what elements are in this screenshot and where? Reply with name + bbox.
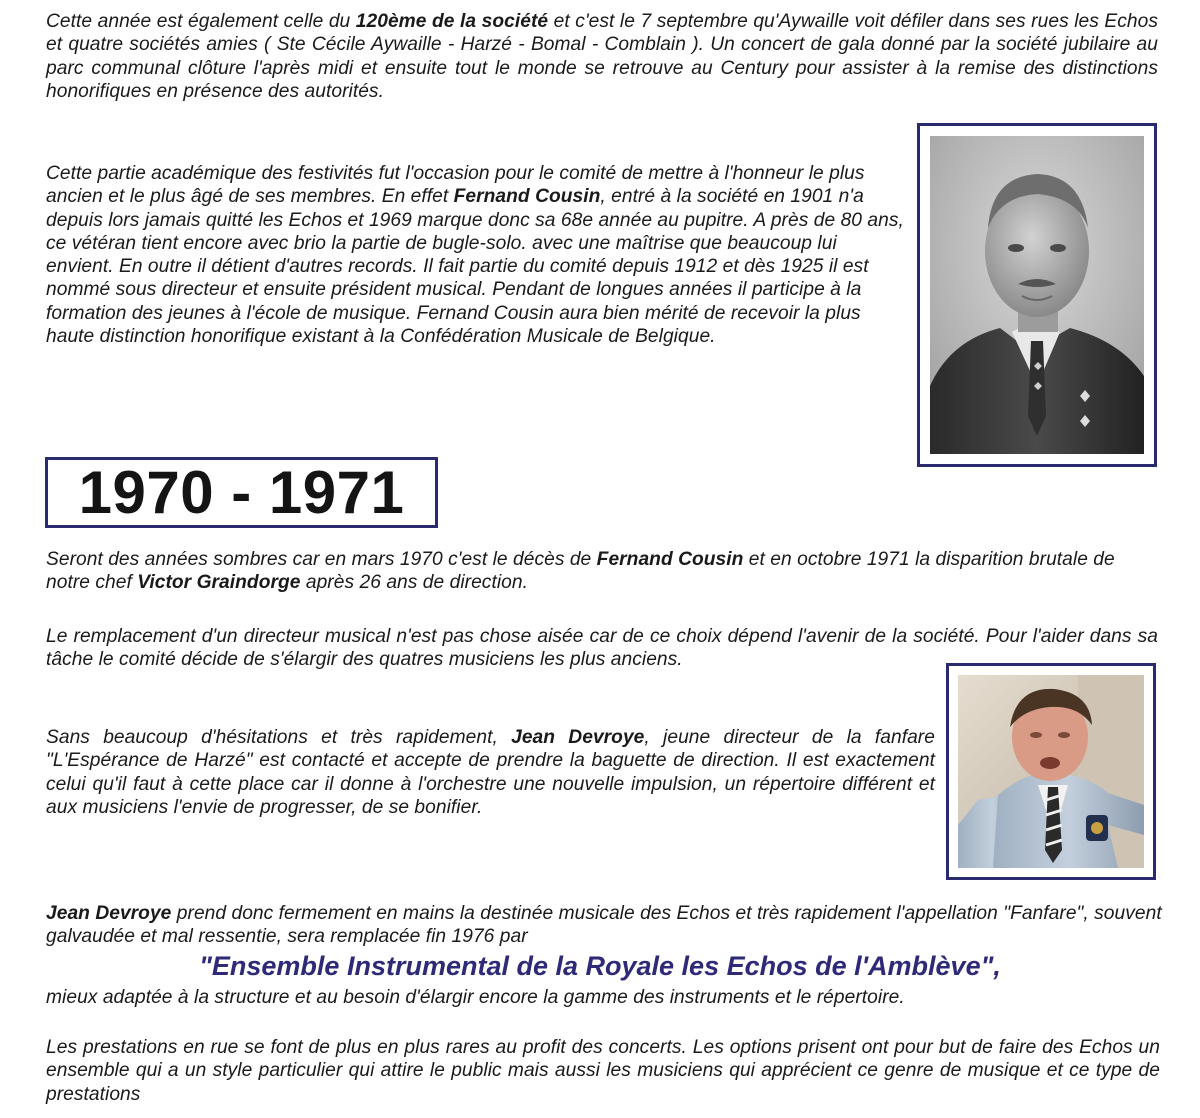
dark-years-paragraph: Seront des années sombres car en mars 1970 c'est le décès de Fernand Cousin et en octobre 1971 la disparition brutale de notre chef Victor Graindorge après 26 ans de direction. [46, 549, 1115, 594]
portrait-frame-fernand-cousin [917, 123, 1157, 467]
replacement-paragraph: Le remplacement d'un directeur musical n'est pas chose aisée car de ce choix dépend l'avenir de la société. Pour l'aider dans sa tâche le comité décide de s'élargir des quatres musiciens les plus anciens. [46, 626, 1158, 671]
ensemble-name: "Ensemble Instrumental de la Royale les Echos de l'Amblève", [199, 951, 1001, 981]
name-fernand-cousin: Fernand Cousin [453, 186, 601, 208]
fanfare-rename-paragraph: Jean Devroye prend donc fermement en mains la destinée musicale des Echos et très rapidement l'appellation "Fanfare", souvent galvaudée et mal ressentie, sera remplacée fin 1976 par [46, 903, 1162, 948]
structure-paragraph: mieux adaptée à la structure et au besoin d'élargir encore la gamme des instruments et le répertoire. [46, 987, 905, 1008]
name-jean-devroye: Jean Devroye [511, 727, 645, 748]
portrait-fernand-cousin [930, 136, 1144, 454]
concerts-paragraph: Les prestations en rue se font de plus en plus rares au profit des concerts. Les options prisent ont pour but de faire des Echos un ensemble qui a un style particulier qui attire le public mais aussi les musiciens qui apprécient ce genre de musique et ce type de prestations [46, 1037, 1160, 1105]
portrait-jean-devroye [958, 675, 1144, 868]
portrait-frame-jean-devroye [946, 663, 1156, 880]
year-heading: 1970 - 1971 [78, 459, 405, 526]
year-heading-box [45, 457, 438, 528]
jean-devroye-paragraph: Sans beaucoup d'hésitations et très rapidement, Jean Devroye, jeune directeur de la fanfare "L'Espérance de Harzé" est contacté et accepte de prendre la baguette de direction. Il est exactement celui qu'il faut à cette place car il donne à l'orchestre une nouvelle impulsion, un répertoire différent et aux musiciens l'envie de progresser, de se bonifier. [46, 727, 935, 818]
anniversary-highlight: 120ème de la société [355, 11, 549, 32]
name-fernand-cousin-2: Fernand Cousin [596, 549, 744, 570]
intro-paragraph: Cette année est également celle du 120ème de la société et c'est le 7 septembre qu'Aywaille voit défiler dans ses rues les Echos et quatre sociétés amies ( Ste Cécile Aywaille - Harzé - Bomal - Comblain ). Un concert de gala donné par la société jubilaire au parc communal clôture l'après midi et ensuite tout le monde se retrouve au Century pour assister à la remise des distinctions honorifiques en présence des autorités. [46, 11, 1159, 102]
name-victor-graindorge: Victor Graindorge [137, 572, 301, 594]
fernand-cousin-paragraph: Cette partie académique des festivités fut l'occasion pour le comité de mettre à l'honneur le plus ancien et le plus âgé de ses membres. En effet Fernand Cousin, entré à la société en 1901 n'a depuis lors jamais quitté les Echos et 1969 marque donc sa 68e année au pupitre. A près de 80 ans, ce vétéran tient encore avec brio la partie de bugle-solo. avec une maîtrise que beaucoup lui envient. En outre il détient d'autres records. Il fait partie du comité depuis 1912 et dès 1925 il est nommé sous directeur et ensuite président musical. Pendant de longues années il participe à la formation des jeunes à l'école de musique. Fernand Cousin aura bien mérité de recevoir la plus haute distinction honorifique existant à la Confédération Musicale de Belgique. [46, 163, 904, 348]
name-jean-devroye-2: Jean Devroye [46, 903, 172, 924]
